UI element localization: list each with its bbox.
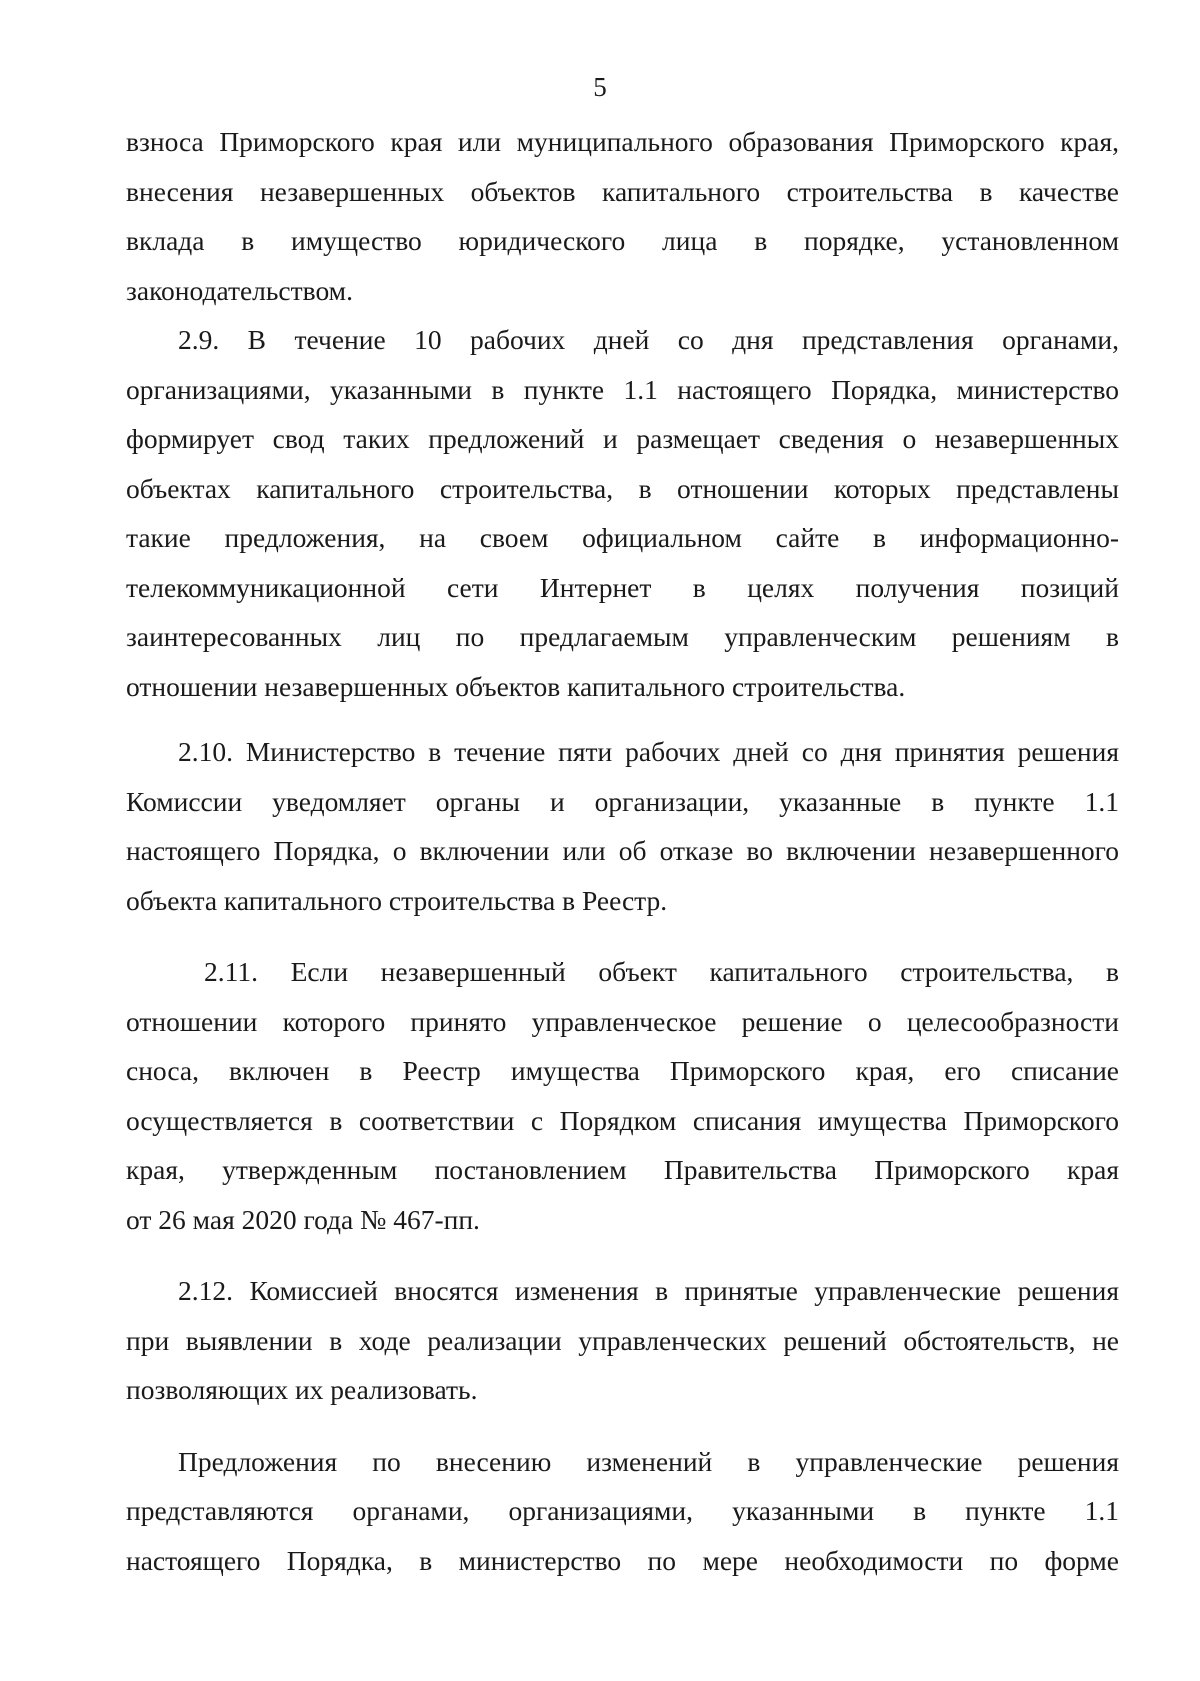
paragraph-2-9	[126, 315, 1119, 711]
text-line: 2.12. Комиссией вносятся изменения в принятые управленческие решения	[178, 1275, 1119, 1306]
text-line: настоящего Порядка, о включении или об отказе во включении незавершенного	[126, 835, 1119, 866]
text-line: позволяющих их реализовать.	[126, 1374, 478, 1405]
text-line: Комиссии уведомляет органы и организации, указанные в пункте 1.1	[126, 785, 1119, 817]
text-line: взноса Приморского края или муниципального образования Приморского края,	[126, 126, 1119, 157]
paragraph-continuation	[126, 117, 1119, 315]
text-line: вклада в имущество юридического лица в порядке, установленном	[126, 225, 1119, 256]
paragraph-2-10	[126, 727, 1119, 925]
text-line: от 26 мая 2020 года № 467-пп.	[126, 1203, 480, 1235]
paragraph-2-11	[126, 947, 1119, 1244]
text-line: законодательством.	[126, 274, 353, 306]
text-line: Предложения по внесению изменений в управленческие решения	[178, 1445, 1119, 1477]
text-line: при выявлении в ходе реализации управленческих решений обстоятельств, не	[126, 1324, 1119, 1356]
page-number: 5	[593, 72, 607, 102]
paragraph-2-12	[126, 1266, 1119, 1415]
text-line: осуществляется в соответствии с Порядком списания имущества Приморского	[126, 1104, 1119, 1136]
text-line: организациями, указанными в пункте 1.1 настоящего Порядка, министерство	[126, 373, 1119, 405]
text-line: формирует свод таких предложений и размещает сведения о незавершенных	[126, 423, 1119, 454]
text-line: объектах капитального строительства, в отношении которых представлены	[126, 472, 1119, 504]
text-line: представляются органами, организациями, указанными в пункте 1.1	[126, 1495, 1119, 1526]
text-line: заинтересованных лиц по предлагаемым управленческим решениям в	[126, 621, 1119, 652]
document-body	[126, 117, 1119, 1585]
text-line: объекта капитального строительства в Реестр.	[126, 884, 668, 916]
text-line: 2.10. Министерство в течение пяти рабочих дней со дня принятия решения	[178, 736, 1119, 767]
text-line: сноса, включен в Реестр имущества Приморского края, его списание	[126, 1055, 1119, 1086]
text-line: внесения незавершенных объектов капитального строительства в качестве	[126, 175, 1119, 207]
text-line: края, утвержденным постановлением Правительства Приморского края	[126, 1154, 1119, 1185]
paragraph-proposals	[126, 1437, 1119, 1586]
text-line: 2.9. В течение 10 рабочих дней со дня представления органами,	[178, 324, 1119, 355]
text-line: отношении незавершенных объектов капитального строительства.	[126, 670, 906, 702]
text-line: такие предложения, на своем официальном сайте в информационно-	[126, 522, 1119, 553]
text-line: настоящего Порядка, в министерство по мере необходимости по форме	[126, 1544, 1119, 1576]
text-line: телекоммуникационной сети Интернет в целях получения позиций	[126, 571, 1119, 603]
text-line: 2.11. Если незавершенный объект капитального строительства, в	[204, 956, 1119, 987]
text-line: отношении которого принято управленческое решение о целесообразности	[126, 1005, 1119, 1037]
